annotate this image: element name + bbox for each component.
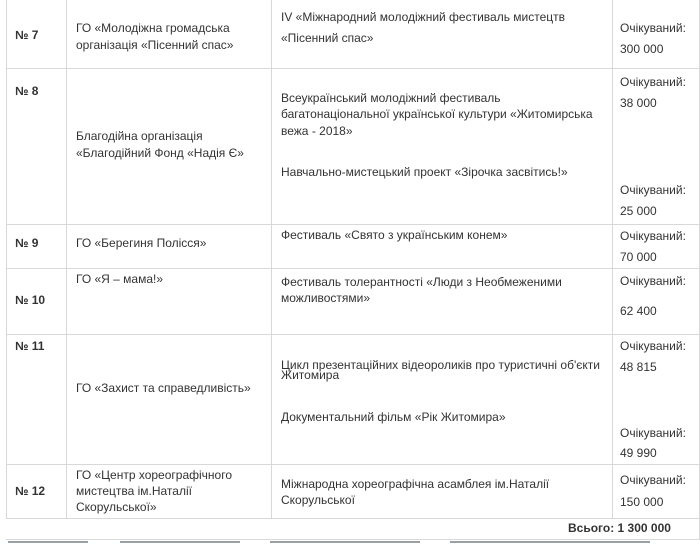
project-line: Фестиваль «Свято з українським конем» — [281, 228, 508, 242]
grid-line — [6, 334, 700, 335]
grand-total: Всього: 1 300 000 — [568, 521, 671, 535]
organization-line: Скорульської» — [76, 500, 157, 514]
project-line: Документальний фільм «Рік Житомира» — [281, 410, 506, 424]
amount-value: 49 990 — [620, 446, 657, 460]
row-number: № 10 — [15, 293, 46, 307]
amount-value: 62 400 — [620, 304, 657, 318]
organization-line: організація «Пісенний спас» — [76, 38, 234, 52]
organization-line: Благодійна організація — [76, 129, 203, 143]
organization-line: мистецтва ім.Наталії — [76, 484, 192, 498]
amount-value: 38 000 — [620, 96, 657, 110]
grants-table — [6, 0, 700, 540]
organization-line: ГО «Захист та справедливість» — [76, 381, 251, 395]
grid-line — [66, 0, 67, 518]
next-paragraph-cut — [0, 540, 700, 546]
amount-label: Очікуваний: — [620, 426, 686, 440]
amount-value: 300 000 — [620, 42, 664, 56]
amount-value: 70 000 — [620, 250, 657, 264]
project-line: Скорульської — [281, 493, 355, 507]
amount-label: Очікуваний: — [620, 229, 686, 243]
organization-line: «Благодійний Фонд «Надія Є» — [76, 146, 244, 160]
amount-value: 150 000 — [620, 495, 664, 509]
amount-label: Очікуваний: — [620, 21, 686, 35]
project-line: «Пісенний спас» — [281, 31, 374, 45]
project-line: багатонаціональної української культури «Житомирська — [281, 107, 593, 121]
row-number: № 11 — [15, 339, 45, 353]
grid-line — [612, 0, 613, 518]
row-number: № 12 — [15, 484, 46, 498]
grid-line — [6, 0, 7, 518]
project-line: вежа - 2018» — [281, 124, 353, 138]
amount-label: Очікуваний: — [620, 339, 686, 353]
project-line: Навчально-мистецький проект «Зірочка засвітись!» — [281, 165, 568, 179]
grid-line — [6, 464, 700, 465]
amount-label: Очікуваний: — [620, 274, 686, 288]
amount-value: 25 000 — [620, 204, 657, 218]
project-line: Житомира — [281, 368, 340, 382]
grid-line — [6, 68, 700, 69]
amount-label: Очікуваний: — [620, 75, 686, 89]
organization-line: ГО «Берегиня Полісся» — [76, 236, 207, 250]
amount-label: Очікуваний: — [620, 473, 686, 487]
project-line: Фестиваль толерантності «Люди з Необмеженими — [281, 275, 562, 289]
amount-label: Очікуваний: — [620, 183, 686, 197]
project-line: Цикл презентаційних відеороликів про туристичні об'єкти — [281, 358, 600, 372]
row-number: № 8 — [15, 84, 39, 98]
organization-line: ГО «Центр хореографічного — [76, 468, 233, 482]
project-line: Міжнародна хореографічна асамблея ім.Наталії — [281, 477, 550, 491]
organization-line: ГО «Я – мама!» — [76, 272, 164, 286]
project-line: Всеукраїнський молодіжний фестиваль — [281, 91, 501, 105]
amount-value: 48 815 — [620, 360, 657, 374]
project-line: IV «Міжнародний молодіжний фестиваль мистецтв — [281, 10, 566, 24]
organization-line: ГО «Молодіжна громадська — [76, 21, 230, 35]
project-line: можливостями» — [281, 291, 371, 305]
row-number: № 9 — [15, 236, 39, 250]
grid-line — [6, 268, 700, 269]
row-number: № 7 — [15, 28, 39, 42]
grid-line — [271, 0, 272, 518]
grid-line — [6, 224, 700, 225]
